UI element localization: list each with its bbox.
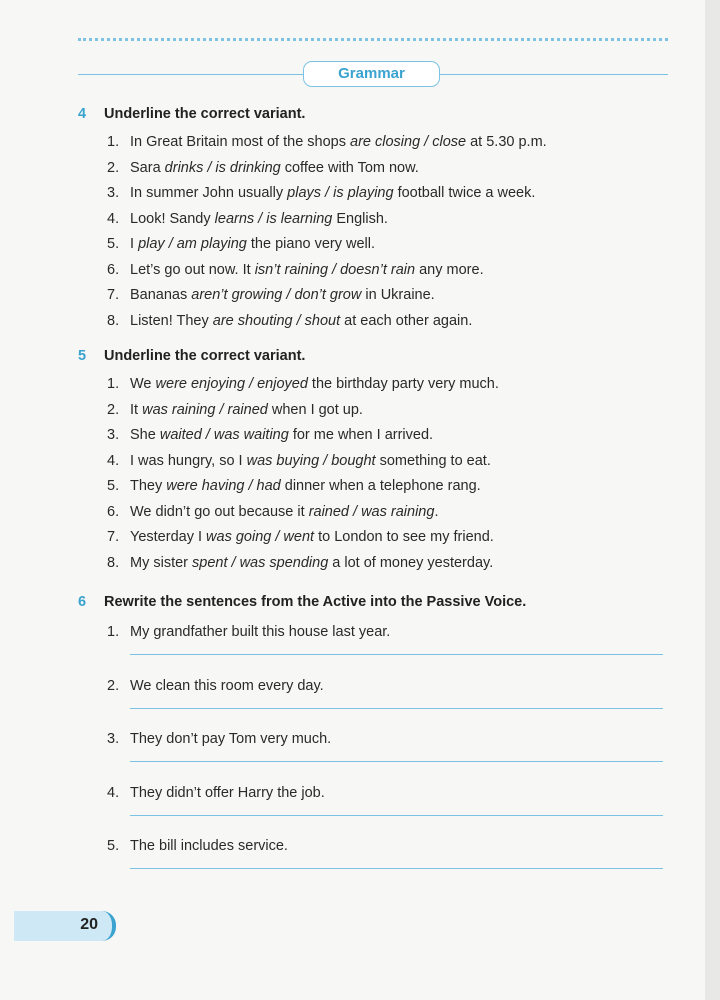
answer-line[interactable] — [130, 761, 663, 762]
answer-line[interactable] — [130, 654, 663, 655]
item-text-before: Look! Sandy — [130, 210, 215, 227]
page-edge-shadow — [705, 0, 720, 1000]
exercise-6-heading — [78, 592, 668, 612]
item-text-before: My sister — [130, 554, 193, 571]
exercise-5-heading — [78, 346, 638, 366]
rewrite-item — [78, 781, 668, 835]
item-text-after: to London to see my friend. — [314, 529, 494, 545]
exercise-instruction: Underline the correct variant. — [104, 348, 306, 364]
header-rule-left — [78, 74, 303, 75]
exercise-item — [78, 398, 638, 424]
exercise-item — [78, 156, 638, 182]
item-number: 6. — [107, 503, 120, 520]
exercise-item — [78, 309, 638, 335]
item-number: 1. — [107, 134, 120, 150]
item-number: 8. — [107, 554, 120, 571]
item-text-after: in Ukraine. — [361, 287, 435, 303]
page-number-tab — [14, 911, 116, 941]
item-number: 1. — [107, 376, 120, 392]
item-text-after: the birthday party very much. — [307, 376, 499, 392]
exercise-number: 4 — [78, 106, 87, 122]
item-text-after: . — [434, 503, 439, 520]
item-variant-choice[interactable]: were having / had — [166, 478, 281, 494]
item-text-before: I was hungry, so I — [130, 452, 247, 469]
item-text-before: They — [130, 478, 167, 494]
item-number: 4. — [107, 452, 120, 469]
exercise-instruction: Rewrite the sentences from the Active into the Passive Voice. — [104, 594, 527, 610]
item-text-before: Bananas — [130, 287, 192, 303]
item-text-after: a lot of money yesterday. — [328, 554, 494, 571]
header-rule-right — [440, 74, 668, 75]
item-variant-choice[interactable]: waited / was waiting — [159, 427, 289, 443]
item-sentence: We clean this room every day. — [130, 677, 324, 694]
item-variant-choice[interactable]: was raining / rained — [142, 401, 268, 418]
dotted-divider — [78, 38, 668, 41]
exercise-item — [78, 551, 638, 577]
exercise-item — [78, 232, 638, 258]
exercise-item — [78, 207, 638, 233]
item-variant-choice[interactable]: rained / was raining — [308, 503, 435, 520]
item-sentence: They didn’t offer Harry the job. — [130, 784, 325, 801]
exercise-4 — [78, 104, 638, 334]
item-number: 3. — [107, 427, 120, 443]
item-text-after: at each other again. — [340, 312, 473, 329]
item-variant-choice[interactable]: plays / is playing — [287, 185, 394, 201]
exercise-item — [78, 474, 638, 500]
exercise-item — [78, 181, 638, 207]
item-variant-choice[interactable]: aren’t growing / don’t grow — [191, 287, 362, 303]
exercise-item — [78, 130, 638, 156]
exercise-6-items — [78, 620, 668, 888]
item-text-before: I — [130, 236, 139, 252]
item-text-after: coffee with Tom now. — [280, 159, 419, 176]
item-text-before: We didn’t go out because it — [130, 503, 309, 520]
exercise-item — [78, 258, 638, 284]
exercise-number: 5 — [78, 348, 87, 364]
item-number: 5. — [107, 478, 120, 494]
exercise-item — [78, 525, 638, 551]
item-text-after: something to eat. — [375, 452, 491, 469]
item-variant-choice[interactable]: are closing / close — [350, 134, 467, 150]
item-text-before: It — [130, 401, 143, 418]
answer-line[interactable] — [130, 708, 663, 709]
item-sentence: The bill includes service. — [130, 838, 288, 854]
item-text-after: the piano very well. — [246, 236, 376, 252]
page-number: 20 — [80, 916, 98, 933]
section-header-grammar: Grammar — [303, 61, 440, 87]
item-variant-choice[interactable]: was buying / bought — [246, 452, 376, 469]
exercise-4-items — [78, 130, 638, 334]
item-number: 2. — [107, 677, 120, 694]
rewrite-item — [78, 727, 668, 781]
item-number: 3. — [107, 185, 120, 201]
item-variant-choice[interactable]: drinks / is drinking — [164, 159, 281, 176]
item-variant-choice[interactable]: play / am playing — [138, 236, 247, 252]
item-number: 4. — [107, 210, 120, 227]
item-variant-choice[interactable]: spent / was spending — [192, 554, 329, 571]
item-text-before: She — [130, 427, 160, 443]
exercise-6 — [78, 592, 668, 888]
item-number: 3. — [107, 731, 120, 747]
exercise-item — [78, 449, 638, 475]
item-number: 2. — [107, 401, 120, 418]
item-text-after: at 5.30 p.m. — [466, 134, 547, 150]
exercise-item — [78, 423, 638, 449]
item-text-after: football twice a week. — [393, 185, 536, 201]
item-number: 7. — [107, 529, 120, 545]
item-text-after: English. — [332, 210, 388, 227]
item-text-before: In summer John usually — [130, 185, 288, 201]
item-text-after: when I got up. — [267, 401, 363, 418]
exercise-4-heading — [78, 104, 638, 124]
item-number: 8. — [107, 312, 120, 329]
rewrite-item — [78, 620, 668, 674]
exercise-5 — [78, 346, 638, 576]
item-text-before: Sara — [130, 159, 165, 176]
item-text-before: We — [130, 376, 156, 392]
item-text-before: Yesterday I — [130, 529, 207, 545]
item-number: 5. — [107, 236, 120, 252]
item-number: 5. — [107, 838, 120, 854]
item-number: 6. — [107, 261, 120, 278]
rewrite-item — [78, 674, 668, 728]
answer-line[interactable] — [130, 815, 663, 816]
item-variant-choice[interactable]: learns / is learning — [214, 210, 333, 227]
exercise-instruction: Underline the correct variant. — [104, 106, 306, 122]
item-number: 2. — [107, 159, 120, 176]
item-variant-choice[interactable]: were enjoying / enjoyed — [155, 376, 308, 392]
item-text-after: for me when I arrived. — [288, 427, 434, 443]
exercise-item — [78, 372, 638, 398]
exercise-item — [78, 283, 638, 309]
exercise-5-items — [78, 372, 638, 576]
item-sentence: My grandfather built this house last year. — [130, 624, 391, 640]
item-sentence: They don’t pay Tom very much. — [130, 731, 332, 747]
answer-line[interactable] — [130, 868, 663, 869]
item-text-before: In Great Britain most of the shops — [130, 134, 351, 150]
item-number: 1. — [107, 624, 120, 640]
rewrite-item — [78, 834, 668, 888]
item-number: 4. — [107, 784, 120, 801]
item-variant-choice[interactable]: was going / went — [206, 529, 315, 545]
item-text-before: Listen! They — [130, 312, 213, 329]
exercise-item — [78, 500, 638, 526]
item-number: 7. — [107, 287, 120, 303]
item-variant-choice[interactable]: isn’t raining / doesn’t rain — [254, 261, 416, 278]
item-variant-choice[interactable]: are shouting / shout — [212, 312, 341, 329]
item-text-before: Let’s go out now. It — [130, 261, 255, 278]
exercise-number: 6 — [78, 594, 87, 610]
item-text-after: any more. — [415, 261, 484, 278]
item-text-after: dinner when a telephone rang. — [280, 478, 481, 494]
